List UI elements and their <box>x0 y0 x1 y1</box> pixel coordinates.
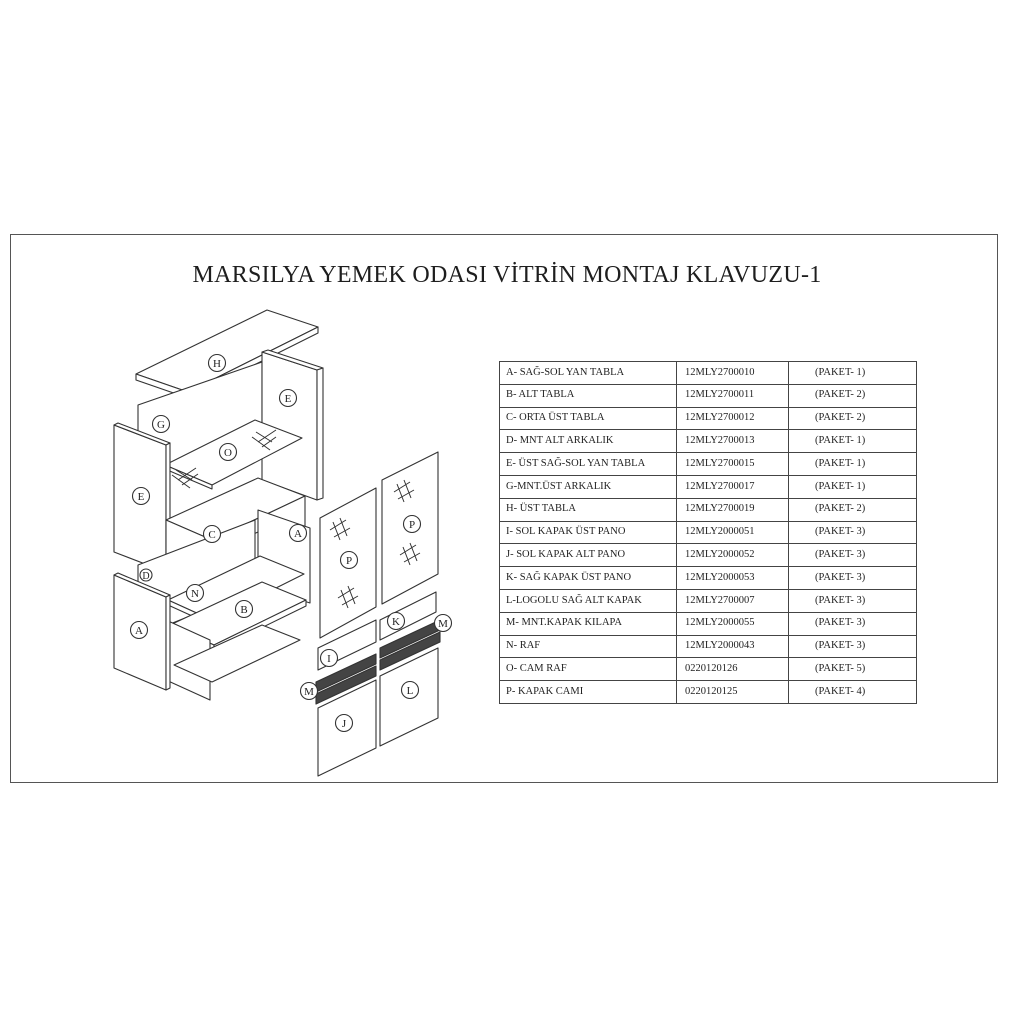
part-e-right-side <box>262 350 323 500</box>
parts-row <box>500 475 917 498</box>
part-package-cell: (PAKET- 2) <box>789 384 917 407</box>
label-l: L <box>406 685 414 697</box>
part-code-cell: 12MLY2000051 <box>677 521 789 544</box>
label-m-top: M <box>438 618 448 630</box>
parts-row <box>500 589 917 612</box>
part-code-cell: 12MLY2000053 <box>677 567 789 590</box>
part-name-cell: O- CAM RAF <box>500 658 677 681</box>
part-name-cell: H- ÜST TABLA <box>500 498 677 521</box>
label-a-right: A <box>294 528 302 540</box>
part-name-cell: M- MNT.KAPAK KILAPA <box>500 612 677 635</box>
label-e-left: E <box>137 491 145 503</box>
part-code-cell: 12MLY2700015 <box>677 453 789 476</box>
part-code-cell: 12MLY2700011 <box>677 384 789 407</box>
part-code-cell: 12MLY2700010 <box>677 362 789 385</box>
label-p-left: P <box>345 555 353 567</box>
parts-row <box>500 544 917 567</box>
part-package-cell: (PAKET- 1) <box>789 362 917 385</box>
label-a-left: A <box>135 625 143 637</box>
part-code-cell: 12MLY2700013 <box>677 430 789 453</box>
parts-row <box>500 635 917 658</box>
label-j: J <box>341 718 347 730</box>
label-k: K <box>392 616 400 628</box>
parts-row <box>500 658 917 681</box>
part-name-cell: P- KAPAK CAMI <box>500 681 677 704</box>
part-package-cell: (PAKET- 3) <box>789 567 917 590</box>
parts-row <box>500 612 917 635</box>
label-g: G <box>157 419 165 431</box>
parts-row <box>500 681 917 704</box>
parts-list-body <box>500 362 917 704</box>
part-code-cell: 12MLY2000055 <box>677 612 789 635</box>
part-package-cell: (PAKET- 3) <box>789 612 917 635</box>
part-name-cell: E- ÜST SAĞ-SOL YAN TABLA <box>500 453 677 476</box>
parts-row <box>500 384 917 407</box>
part-name-cell: J- SOL KAPAK ALT PANO <box>500 544 677 567</box>
parts-row <box>500 567 917 590</box>
parts-row <box>500 521 917 544</box>
part-package-cell: (PAKET- 3) <box>789 521 917 544</box>
part-package-cell: (PAKET- 3) <box>789 544 917 567</box>
part-code-cell: 12MLY2700017 <box>677 475 789 498</box>
part-name-cell: C- ORTA ÜST TABLA <box>500 407 677 430</box>
part-code-cell: 0220120126 <box>677 658 789 681</box>
part-name-cell: G-MNT.ÜST ARKALIK <box>500 475 677 498</box>
parts-row <box>500 430 917 453</box>
part-name-cell: L-LOGOLU SAĞ ALT KAPAK <box>500 589 677 612</box>
part-name-cell: D- MNT ALT ARKALIK <box>500 430 677 453</box>
part-code-cell: 12MLY2000043 <box>677 635 789 658</box>
part-package-cell: (PAKET- 3) <box>789 635 917 658</box>
page-title: MARSILYA YEMEK ODASI VİTRİN MONTAJ KLAVUZU-1 <box>192 262 822 288</box>
part-package-cell: (PAKET- 3) <box>789 589 917 612</box>
part-code-cell: 12MLY2700012 <box>677 407 789 430</box>
part-package-cell: (PAKET- 2) <box>789 407 917 430</box>
label-n: N <box>191 588 199 600</box>
part-code-cell: 12MLY2000052 <box>677 544 789 567</box>
label-p-right: P <box>408 519 416 531</box>
parts-row <box>500 407 917 430</box>
label-e-right: E <box>284 393 292 405</box>
part-name-cell: K- SAĞ KAPAK ÜST PANO <box>500 567 677 590</box>
label-h: H <box>213 358 221 370</box>
parts-row <box>500 498 917 521</box>
label-i: I <box>327 653 331 665</box>
label-o: O <box>224 447 232 459</box>
part-package-cell: (PAKET- 4) <box>789 681 917 704</box>
part-name-cell: N- RAF <box>500 635 677 658</box>
part-name-cell: I- SOL KAPAK ÜST PANO <box>500 521 677 544</box>
part-name-cell: A- SAĞ-SOL YAN TABLA <box>500 362 677 385</box>
part-package-cell: (PAKET- 1) <box>789 430 917 453</box>
label-m-bottom: M <box>304 686 314 698</box>
part-package-cell: (PAKET- 1) <box>789 475 917 498</box>
part-code-cell: 12MLY2700019 <box>677 498 789 521</box>
part-package-cell: (PAKET- 1) <box>789 453 917 476</box>
part-package-cell: (PAKET- 2) <box>789 498 917 521</box>
label-d: D <box>142 571 150 582</box>
parts-row <box>500 453 917 476</box>
part-code-cell: 0220120125 <box>677 681 789 704</box>
part-code-cell: 12MLY2700007 <box>677 589 789 612</box>
label-b: B <box>240 604 248 616</box>
part-name-cell: B- ALT TABLA <box>500 384 677 407</box>
part-package-cell: (PAKET- 5) <box>789 658 917 681</box>
parts-row <box>500 362 917 385</box>
label-c: C <box>208 529 216 541</box>
parts-list-table <box>499 361 917 704</box>
